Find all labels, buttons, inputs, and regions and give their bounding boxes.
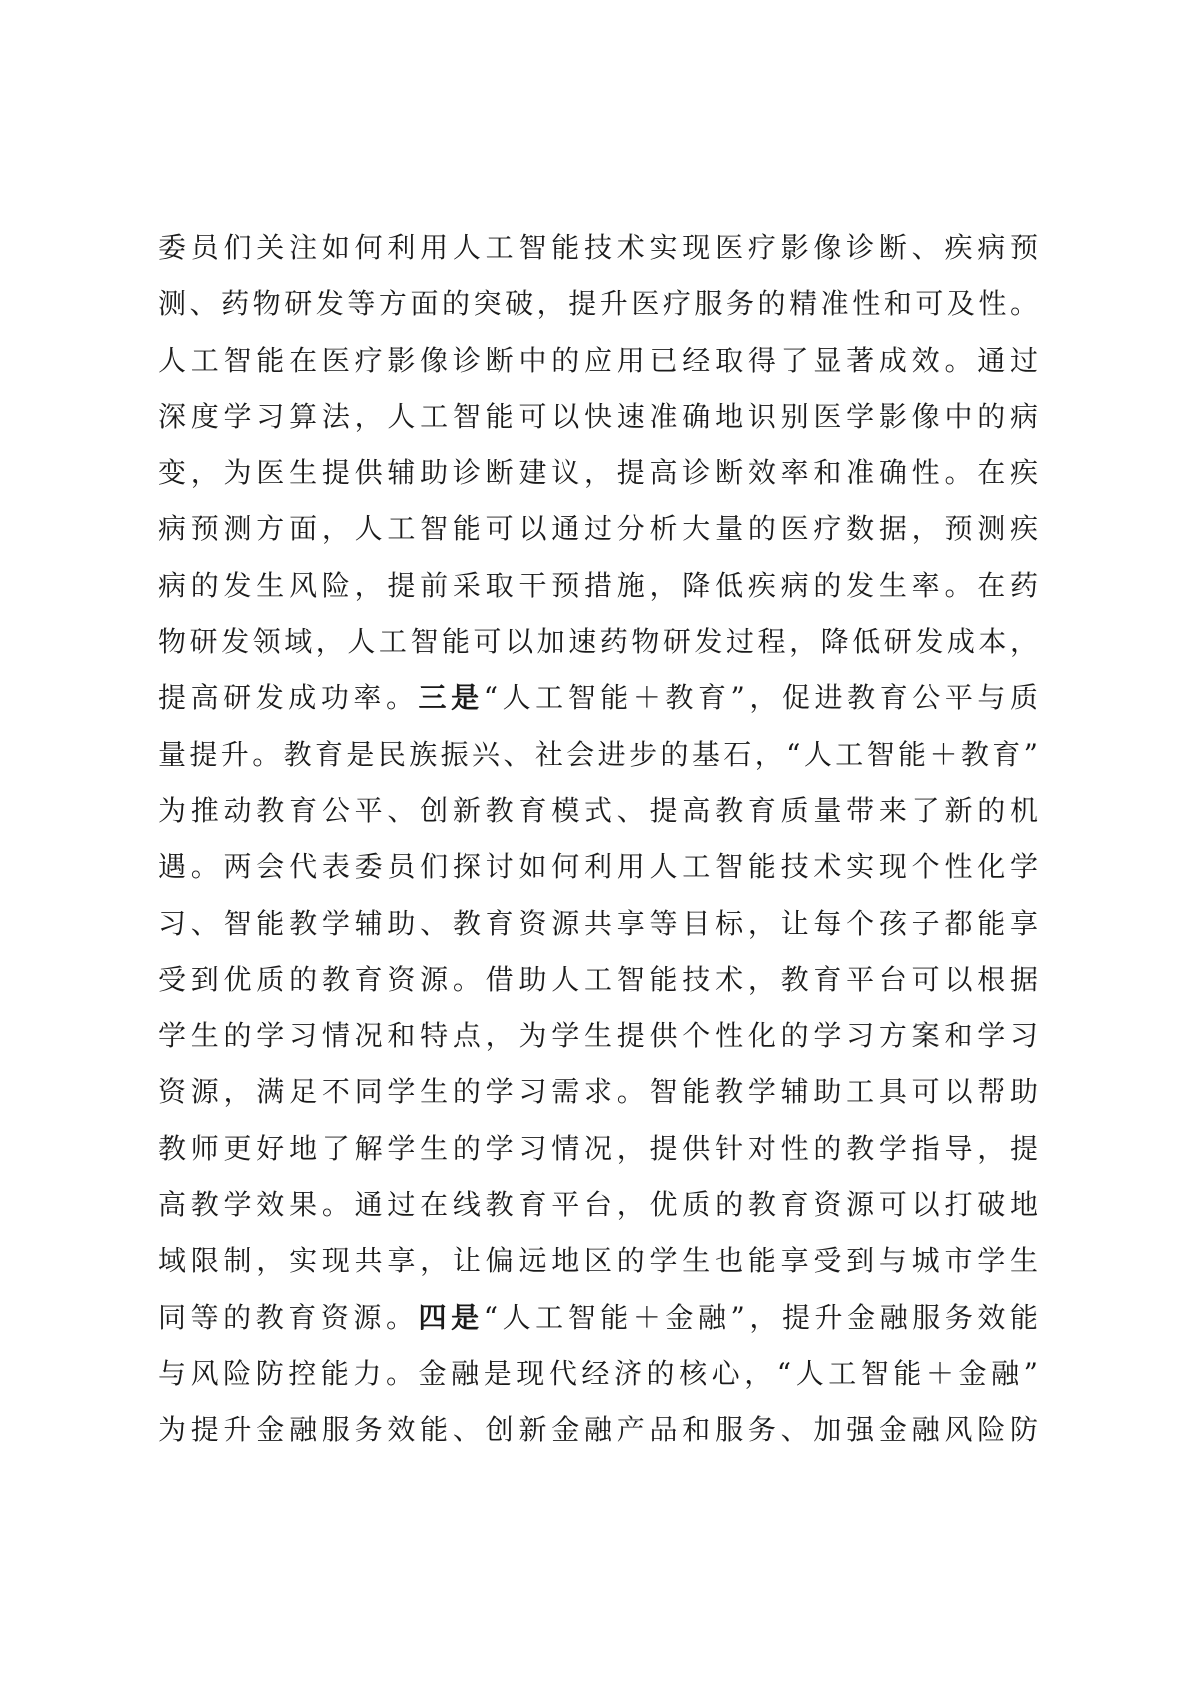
text-run: 测、药物研发等方面的突破，提升医疗服务的精准性和可及性。 <box>158 287 1038 321</box>
text-line <box>158 1177 1038 1233</box>
text-line <box>158 1121 1038 1177</box>
text-line <box>158 1064 1038 1120</box>
text-run: 同等的教育资源。 <box>158 1300 419 1334</box>
bold-lead-in: 四是 <box>418 1300 484 1334</box>
text-run: 域限制，实现共享，让偏远地区的学生也能享受到与城市学生 <box>158 1244 1038 1278</box>
text-run: 学生的学习情况和特点，为学生提供个性化的学习方案和学习 <box>158 1019 1038 1053</box>
text-line <box>158 220 1038 276</box>
text-run: 为提升金融服务效能、创新金融产品和服务、加强金融风险防 <box>158 1413 1038 1447</box>
text-run: 病的发生风险，提前采取干预措施，降低疾病的发生率。在药 <box>158 568 1038 602</box>
text-run: “人工智能＋金融”，提升金融服务效能 <box>483 1300 1038 1334</box>
text-run: 教师更好地了解学生的学习情况，提供针对性的教学指导，提 <box>158 1131 1038 1165</box>
body-text <box>158 220 1038 1459</box>
text-line <box>158 1346 1038 1402</box>
text-line <box>158 558 1038 614</box>
text-run: 高教学效果。通过在线教育平台，优质的教育资源可以打破地 <box>158 1188 1038 1222</box>
text-line <box>158 896 1038 952</box>
text-line <box>158 1008 1038 1064</box>
text-line <box>158 276 1038 332</box>
text-line <box>158 727 1038 783</box>
text-line <box>158 333 1038 389</box>
text-line <box>158 1233 1038 1289</box>
text-run: 与风险防控能力。金融是现代经济的核心，“人工智能＋金融” <box>158 1356 1038 1390</box>
bold-lead-in: 三是 <box>418 681 484 715</box>
text-line <box>158 952 1038 1008</box>
text-line <box>158 389 1038 445</box>
text-run: “人工智能＋教育”，促进教育公平与质 <box>483 681 1038 715</box>
text-line <box>158 501 1038 557</box>
text-line <box>158 445 1038 501</box>
text-run: 人工智能在医疗影像诊断中的应用已经取得了显著成效。通过 <box>158 343 1038 377</box>
text-run: 深度学习算法，人工智能可以快速准确地识别医学影像中的病 <box>158 399 1038 433</box>
text-run: 受到优质的教育资源。借助人工智能技术，教育平台可以根据 <box>158 962 1038 996</box>
text-line <box>158 783 1038 839</box>
text-run: 习、智能教学辅助、教育资源共享等目标，让每个孩子都能享 <box>158 906 1038 940</box>
text-run: 资源，满足不同学生的学习需求。智能教学辅助工具可以帮助 <box>158 1075 1038 1109</box>
text-line <box>158 839 1038 895</box>
text-run: 量提升。教育是民族振兴、社会进步的基石，“人工智能＋教育” <box>158 737 1038 771</box>
text-line <box>158 1402 1038 1458</box>
text-run: 遇。两会代表委员们探讨如何利用人工智能技术实现个性化学 <box>158 850 1038 884</box>
text-run: 提高研发成功率。 <box>158 681 419 715</box>
text-line <box>158 670 1038 726</box>
text-run: 变，为医生提供辅助诊断建议，提高诊断效率和准确性。在疾 <box>158 456 1038 490</box>
text-run: 为推动教育公平、创新教育模式、提高教育质量带来了新的机 <box>158 793 1038 827</box>
text-line <box>158 1290 1038 1346</box>
text-run: 病预测方面，人工智能可以通过分析大量的医疗数据，预测疾 <box>158 512 1038 546</box>
text-run: 委员们关注如何利用人工智能技术实现医疗影像诊断、疾病预 <box>158 231 1038 264</box>
text-run: 物研发领域，人工智能可以加速药物研发过程，降低研发成本， <box>158 625 1038 659</box>
text-line <box>158 614 1038 670</box>
